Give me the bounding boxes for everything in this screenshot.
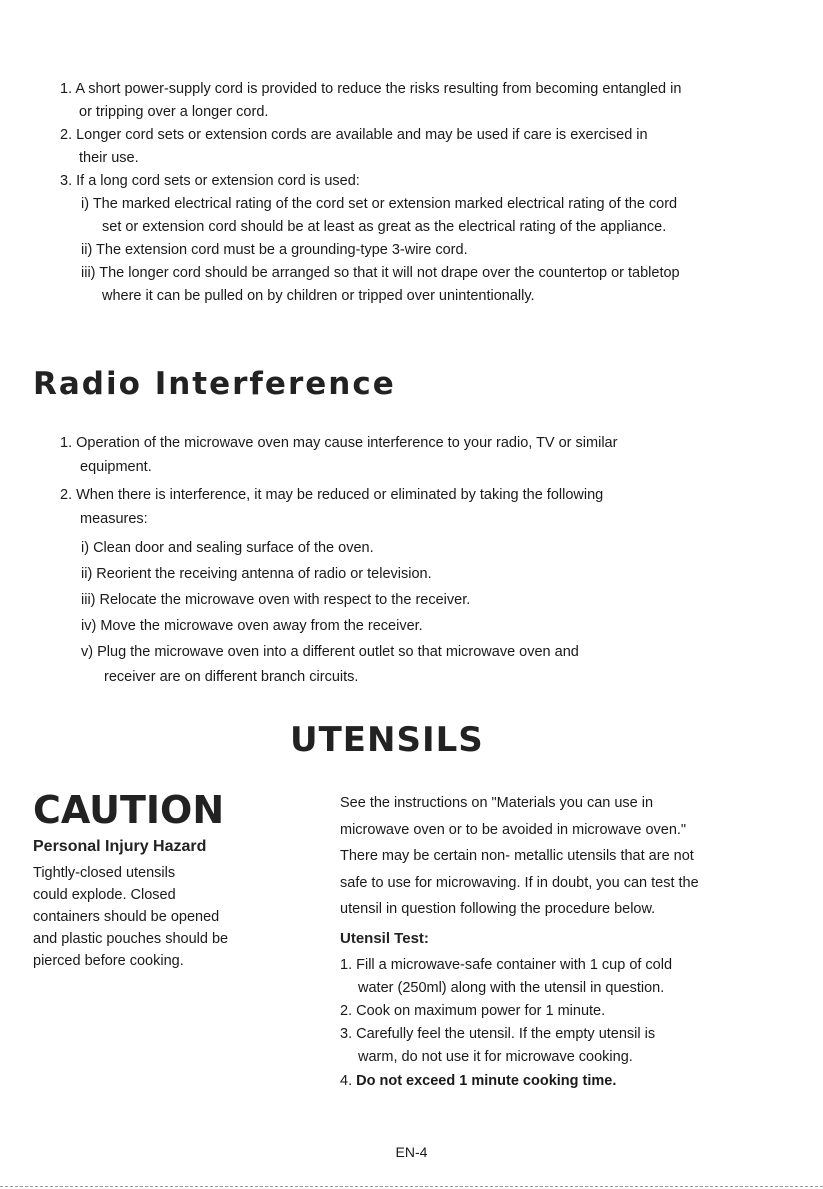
cord-subitem-ii-line-1: ii) The extension cord must be a grounding-type 3-wire cord. [81, 242, 468, 258]
caution-heading: CAUTION [33, 788, 225, 832]
measure-v-line-1: v) Plug the microwave oven into a different outlet so that microwave oven and [81, 644, 579, 660]
bottom-divider [0, 1186, 823, 1187]
utensil-test-heading: Utensil Test: [340, 930, 429, 947]
measure-iii: iii) Relocate the microwave oven with respect to the receiver. [81, 592, 471, 608]
measure-iv: iv) Move the microwave oven away from the receiver. [81, 618, 423, 634]
measure-i: i) Clean door and sealing surface of the oven. [81, 540, 374, 556]
cord-subitem-iii-line-2: where it can be pulled on by children or tripped over unintentionally. [102, 288, 535, 304]
cord-subitem-i-line-1: i) The marked electrical rating of the cord set or extension marked electrical rating of the cord [81, 196, 678, 212]
cord-subitem-i-line-2: set or extension cord should be at least as great as the electrical rating of the appliance. [102, 219, 667, 235]
step-4-number: 4. [340, 1073, 353, 1089]
intro-line-2: microwave oven or to be avoided in microwave oven." [340, 822, 687, 838]
radio-interference-heading: Radio Interference [33, 366, 396, 402]
caution-line-5: pierced before cooking. [33, 953, 184, 969]
radio-item-1-line-1: 1. Operation of the microwave oven may cause interference to your radio, TV or similar [60, 435, 618, 451]
intro-line-4: safe to use for microwaving. If in doubt, you can test the [340, 875, 699, 891]
step-1-line-1: 1. Fill a microwave-safe container with 1 cup of cold [340, 957, 673, 973]
step-2: 2. Cook on maximum power for 1 minute. [340, 1003, 606, 1019]
cord-item-1-line-2: or tripping over a longer cord. [79, 104, 269, 120]
cord-subitem-iii-line-1: iii) The longer cord should be arranged so that it will not drape over the countertop or tabletop [81, 265, 680, 281]
cord-item-2-line-1: 2. Longer cord sets or extension cords are available and may be used if care is exercised in [60, 127, 648, 143]
step-1-line-2: water (250ml) along with the utensil in question. [358, 980, 665, 996]
page-number: EN-4 [395, 1144, 428, 1160]
measure-v-line-2: receiver are on different branch circuits. [104, 669, 359, 685]
radio-item-1-line-2: equipment. [80, 459, 152, 475]
step-3-line-2: warm, do not use it for microwave cooking. [358, 1049, 633, 1065]
cord-item-1-line-1: 1. A short power-supply cord is provided to reduce the risks resulting from becoming entangled in [60, 81, 682, 97]
caution-line-4: and plastic pouches should be [33, 931, 229, 947]
utensils-heading: UTENSILS [290, 720, 484, 760]
cord-item-3-line-1: 3. If a long cord sets or extension cord is used: [60, 173, 360, 189]
caution-line-2: could explode. Closed [33, 887, 176, 903]
cord-item-2-line-2: their use. [79, 150, 139, 166]
radio-item-2-line-2: measures: [80, 511, 148, 527]
intro-line-3: There may be certain non- metallic utensils that are not [340, 848, 694, 864]
measure-ii: ii) Reorient the receiving antenna of radio or television. [81, 566, 432, 582]
caution-line-1: Tightly-closed utensils [33, 865, 176, 881]
caution-line-3: containers should be opened [33, 909, 220, 925]
step-4-text: Do not exceed 1 minute cooking time. [356, 1073, 617, 1089]
step-3-line-1: 3. Carefully feel the utensil. If the empty utensil is [340, 1026, 656, 1042]
intro-line-1: See the instructions on "Materials you can use in [340, 795, 654, 811]
intro-line-5: utensil in question following the procedure below. [340, 901, 656, 917]
step-4 [340, 1072, 616, 1090]
personal-injury-heading: Personal Injury Hazard [33, 838, 207, 855]
radio-item-2-line-1: 2. When there is interference, it may be reduced or eliminated by taking the following [60, 487, 604, 503]
